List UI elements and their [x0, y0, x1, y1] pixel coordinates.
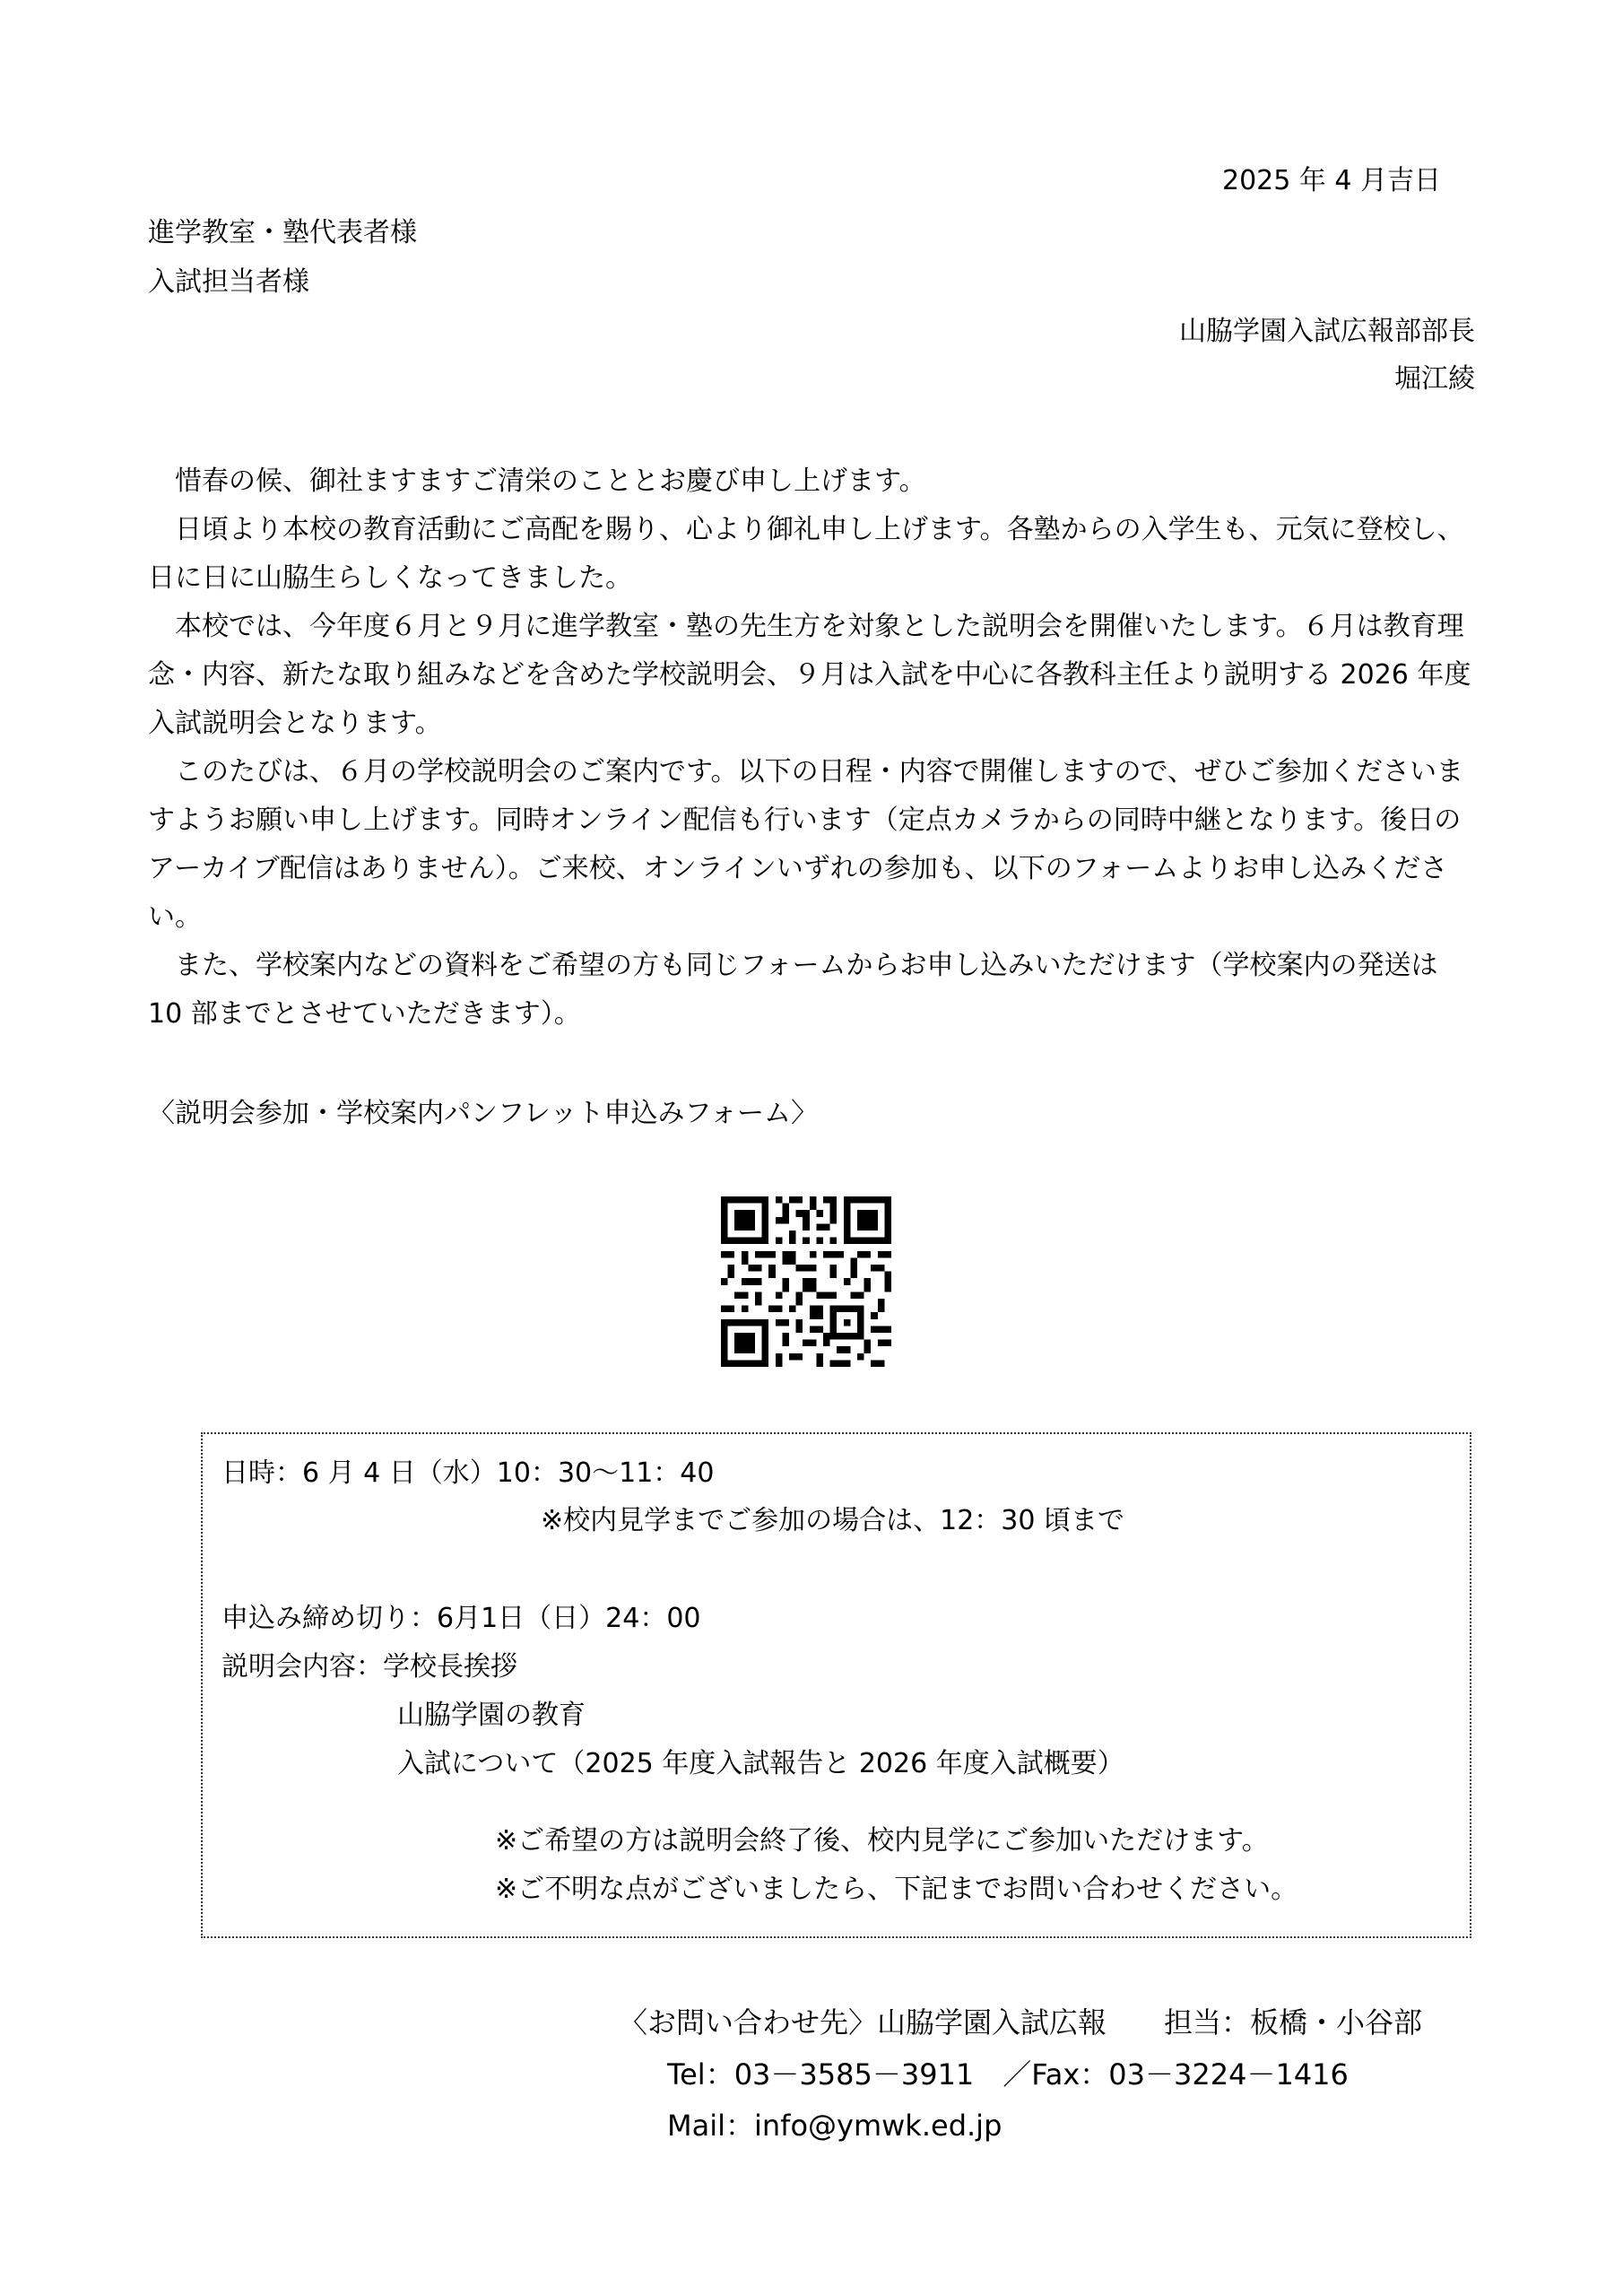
sender-title: 山脇学園入試広報部部長: [1179, 316, 1475, 347]
tour-note: ※ご希望の方は説明会終了後、校内見学にご参加いただけます。: [495, 1825, 1269, 1857]
content-item-admission: 入試について（2025 年度入試報告と 2026 年度入試概要）: [397, 1748, 1124, 1779]
qr-code-icon[interactable]: [721, 1196, 891, 1367]
content-item-education: 山脇学園の教育: [397, 1700, 586, 1731]
paragraph-thanks: 日頃より本校の教育活動にご高配を賜り、心より御礼申し上げます。各塾からの入学生も、元気に登校し、日に日に山脇生らしくなってきました。: [148, 514, 1464, 594]
content-label: 説明会内容：学校長挨拶: [221, 1651, 517, 1683]
contact-line: 〈お問い合わせ先〉山脇学園入試広報 担当：板橋・小谷部: [619, 2005, 1423, 2039]
contact-email[interactable]: Mail：info@ymwk.ed.jp: [667, 2109, 1002, 2143]
form-label: 〈説明会参加・学校案内パンフレット申込みフォーム〉: [148, 1098, 818, 1129]
sender-name: 堀江綾: [1394, 363, 1475, 395]
contact-phone-fax: Tel：03－3585－3911 ／Fax：03－3224－1416: [667, 2057, 1349, 2092]
recipient-line-1: 進学教室・塾代表者様: [148, 217, 417, 248]
paragraph-materials: また、学校案内などの資料をご希望の方も同じフォームからお申し込みいただけます（学校案内の発送は 10 部までとさせていただきます）。: [148, 950, 1438, 1030]
recipient-line-2: 入試担当者様: [148, 266, 309, 298]
application-deadline: 申込み締め切り：6月1日（日）24：00: [221, 1603, 701, 1634]
event-datetime: 日時：6 月 4 日（水）10：30～11：40: [221, 1457, 715, 1489]
issue-date: 2025 年 4 月吉日: [1222, 165, 1442, 196]
inquiry-note: ※ご不明な点がございましたら、下記までお問い合わせください。: [495, 1874, 1298, 1905]
paragraph-greeting: 惜春の候、御社ますますご清栄のこととお慶び申し上げます。: [175, 465, 926, 497]
paragraph-invitation: このたびは、６月の学校説明会のご案内です。以下の日程・内容で開催しますので、ぜひご参加くださいますようお願い申し上げます。同時オンライン配信も行います（定点カメラからの同時中継となります。後日のアーカイブ配信はありません）。ご来校、オンラインいずれの参加も、以下のフォームよりお申し込みください。: [148, 756, 1463, 933]
tour-time-note: ※校内見学までご参加の場合は、12：30 頃まで: [541, 1505, 1125, 1536]
letter-body: [148, 457, 1475, 1039]
paragraph-briefings: 本校では、今年度６月と９月に進学教室・塾の先生方を対象とした説明会を開催いたします。６月は教育理念・内容、新たな取り組みなどを含めた学校説明会、９月は入試を中心に各教科主任より説明する 2026 年度入試説明会となります。: [148, 611, 1471, 739]
